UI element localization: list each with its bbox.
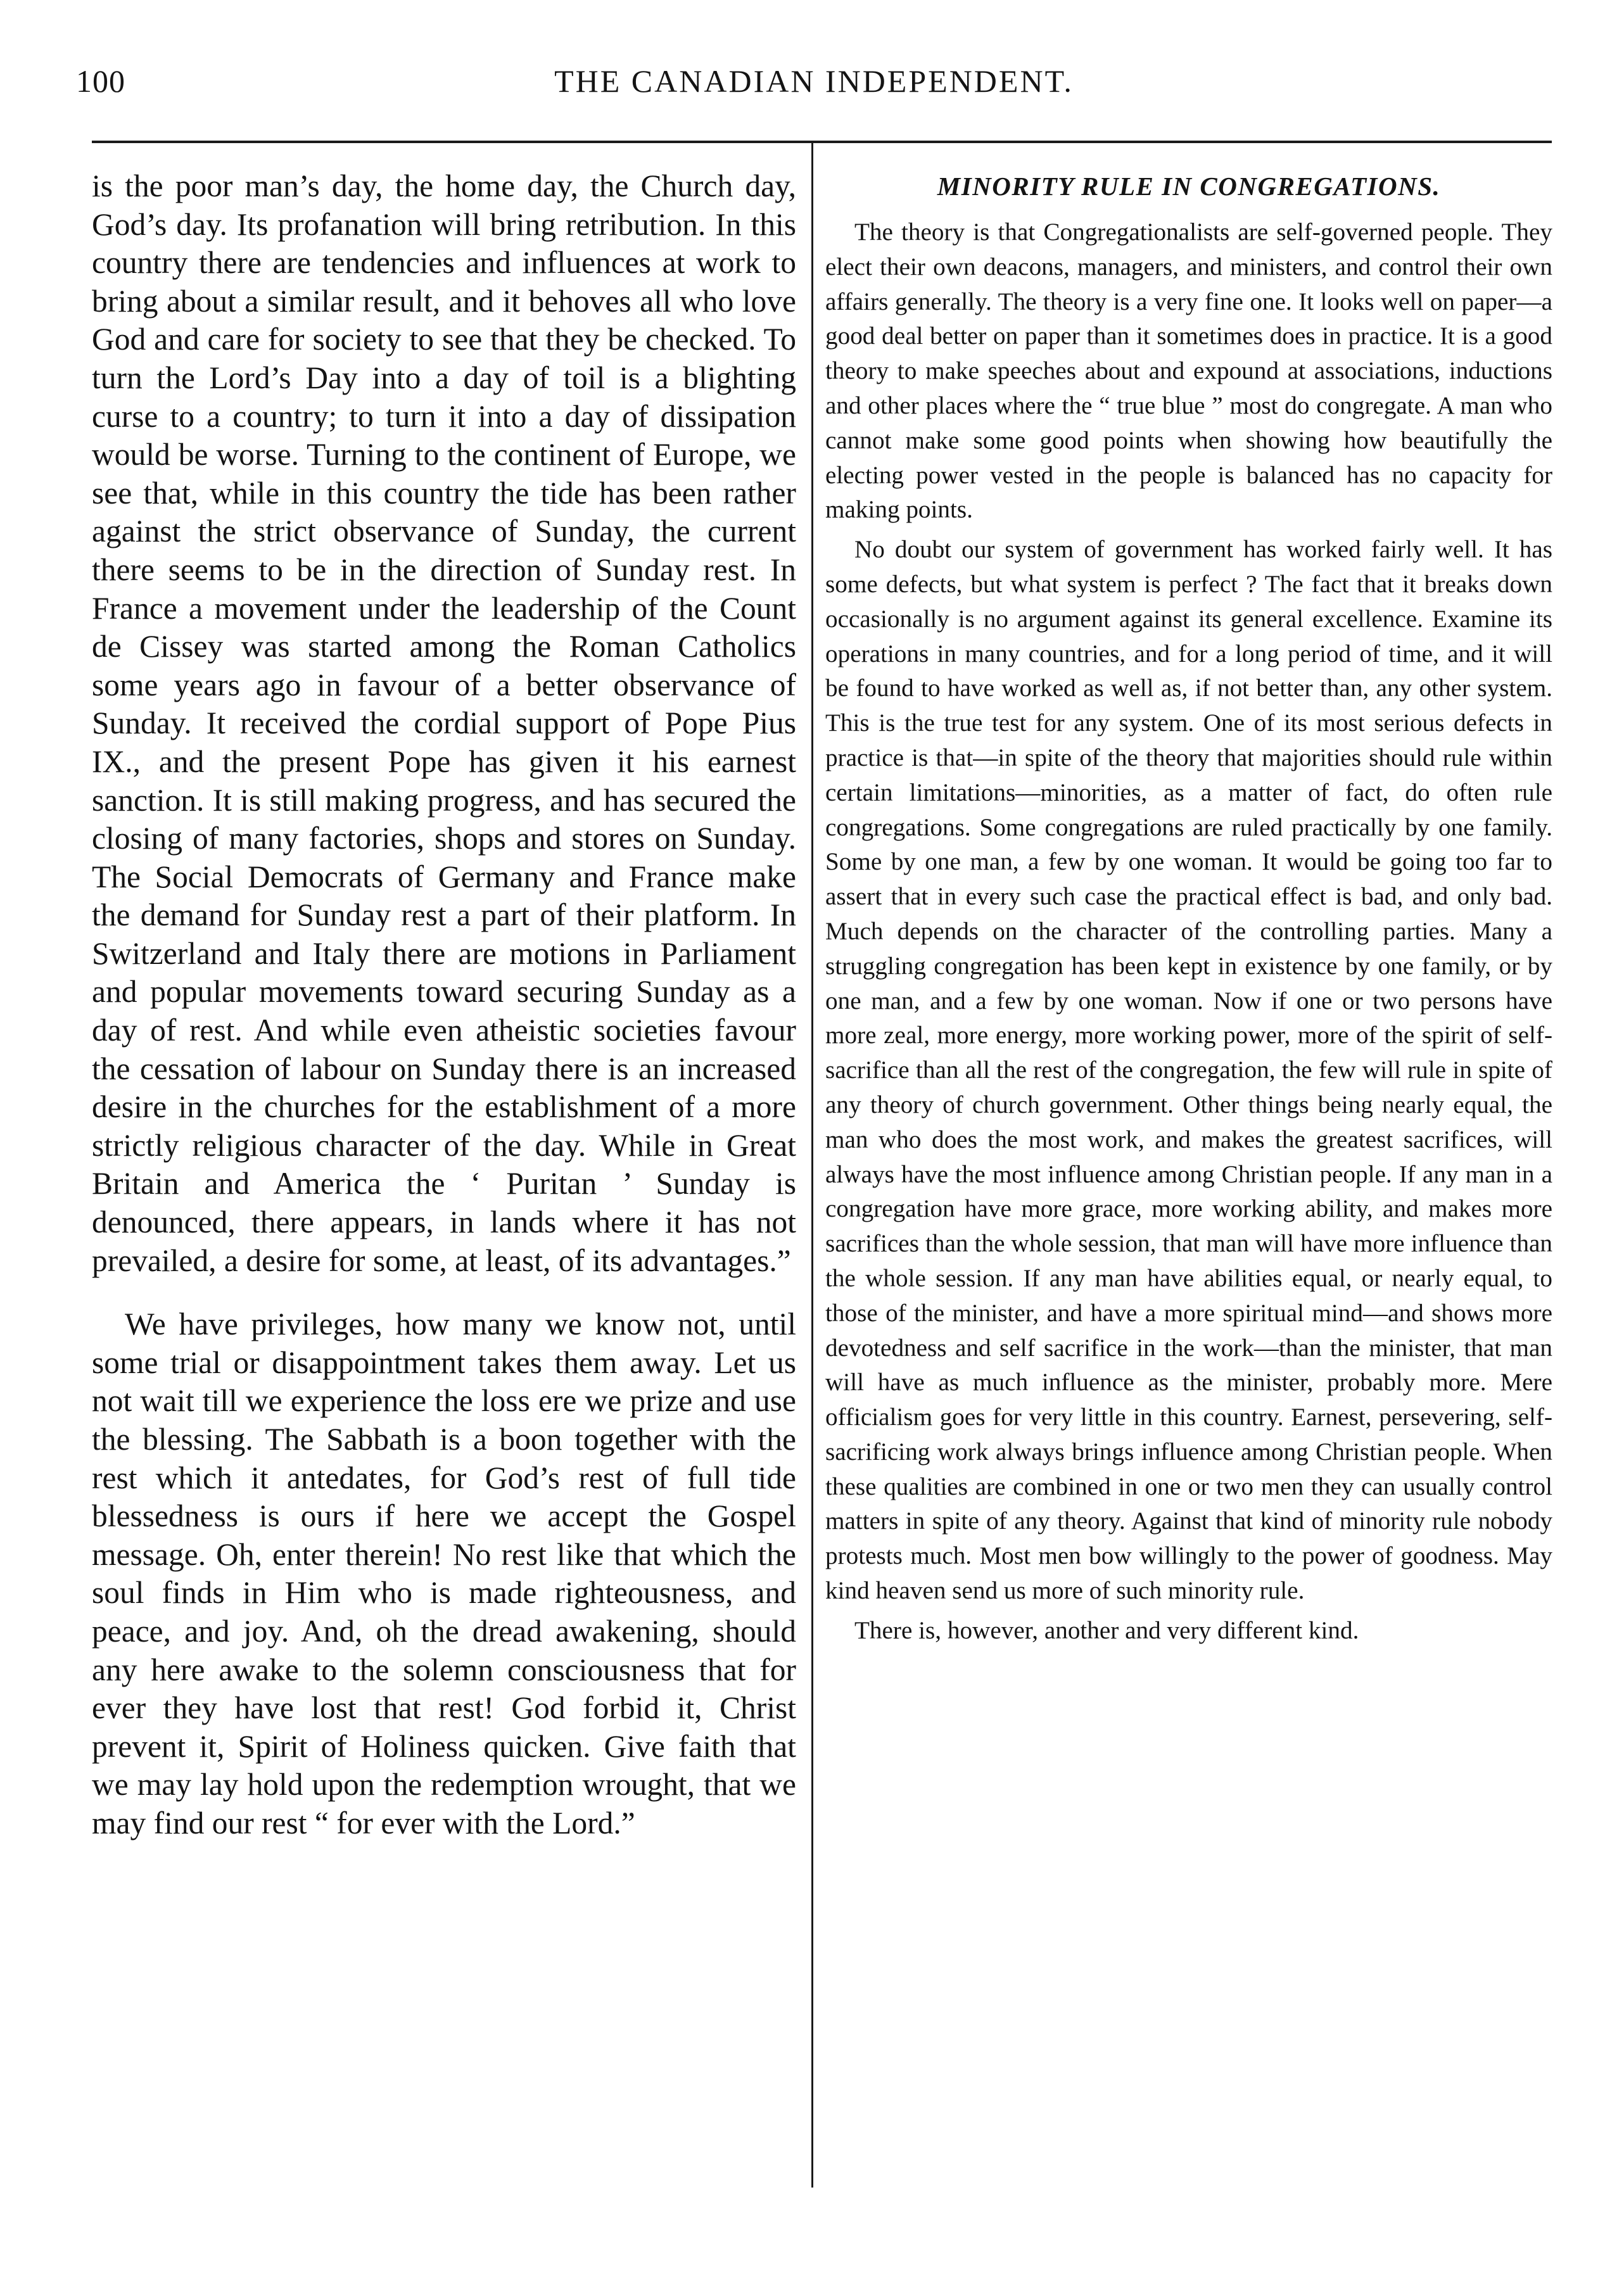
column-divider <box>811 143 813 2188</box>
left-paragraph-2: We have privileges, how many we know not, until some trial or disappointment takes them away. Let us not wait till we experience the loss ere we prize and use the blessing. The Sabbath is a boon together with the rest which it antedates, for God’s rest of full tide blessedness is ours if here we accept the Gospel message. Oh, enter therein! No rest like that which the soul finds in Him who is made righteousness, and peace, and joy. And, oh the dread awakening, should any here awake to the solemn consciousness that for ever they have lost that rest! God forbid it, Christ prevent it, Spirit of Holiness quicken. Give faith that we may lay hold upon the redemption wrought, that we may find our rest “ for ever with the Lord.” <box>92 1307 796 1840</box>
article-title: MINORITY RULE IN CONGREGATIONS. <box>937 172 1441 201</box>
right-paragraph-2: No doubt our system of government has worked fairly well. It has some defects, but what system is perfect ? The fact that it breaks down occasionally is no argument against its general excellence. Examine its operations in many countries, and for a long period of time, and it will be found to have worked as well as, if not better than, any other system. This is the true test for any system. One of its most serious defects in practice is that—in spite of the theory that majorities should rule within certain limitations—minorities, as a matter of fact, do often rule congregations. Some congregations are ruled practically by one family. Some by one man, a few by one woman. It would be going too far to assert that in every such case the practical effect is bad, and only bad. Much depends on the character of the controlling parties. Many a struggling congregation has been kept in existence by one family, or by one man, and a few by one woman. Now if one or two persons have more zeal, more energy, more working power, more of the spirit of self-sacrifice than all the rest of the congregation, the few will rule in spite of any theory of church government. Other things being nearly equal, the man who does the most work, and makes the greatest sacrifices, will always have the most influence among Christian people. If any man in a congregation have more grace, more working ability, and makes more sacrifices than the whole session, that man will have more influence than the whole session. If any man have abilities equal, or nearly equal, to those of the minister, and have a more spiritual mind—and shows more devotedness and self sacrifice in the work—than the minister, that man will have as much influence as the minister, probably more. Mere officialism goes for very little in this country. Earnest, persevering, self-sacrificing work always brings influence among Christian people. When these qualities are combined in one or two men they can usually control matters in spite of any theory. Against that kind of minority rule nobody protests much. Most men bow willingly to the power of goodness. May kind heaven send us more of such minority rule. <box>825 536 1552 1605</box>
page-number: 100 <box>76 63 125 99</box>
right-column <box>825 167 1552 2181</box>
left-paragraph-1: is the poor man’s day, the home day, the Church day, God’s day. Its profanation will bring retribution. In this country there are tendencies and influences at work to bring about a similar result, and it behoves all who love God and care for society to see that they be checked. To turn the Lord’s Day into a day of toil is a blighting curse to a country; to turn it into a day of dissipation would be worse. Turning to the continent of Europe, we see that, while in this country the tide has been rather against the strict observance of Sunday, the current there seems to be in the direction of Sunday rest. In France a movement under the leadership of the Count de Cissey was started among the Roman Catholics some years ago in favour of a better observance of Sunday. It received the cordial support of Pope Pius IX., and the present Pope has given it his earnest sanction. It is still making progress, and has secured the closing of many factories, shops and stores on Sunday. The Social Democrats of Germany and France make the demand for Sunday rest a part of their platform. In Switzerland and Italy there are motions in Parliament and popular movements toward securing Sunday as a day of rest. And while even atheistic societies favour the cessation of labour on Sunday there is an increased desire in the churches for the establishment of a more strictly religious character of the day. While in Great Britain and America the ‘ Puritan ’ Sunday is denounced, there appears, in lands where it has not prevailed, a desire for some, at least, of its advantages.” <box>92 168 796 1278</box>
left-column <box>92 167 796 2181</box>
journal-title: THE CANADIAN INDEPENDENT. <box>554 63 1074 99</box>
right-paragraph-1: The theory is that Congregationalists are self-governed people. They elect their own deacons, managers, and ministers, and control their own affairs generally. The theory is a very fine one. It looks well on paper—a good deal better on paper than it sometimes does in practice. It is a good theory to make speeches about and expound at associations, inductions and other places where the “ true blue ” most do congregate. A man who cannot make some good points when showing how beautifully the electing power vested in the people is balanced has no capacity for making points. <box>825 218 1552 524</box>
header-rule <box>92 141 1552 143</box>
right-paragraph-3: There is, however, another and very different kind. <box>854 1616 1359 1644</box>
page-header <box>76 62 1552 113</box>
